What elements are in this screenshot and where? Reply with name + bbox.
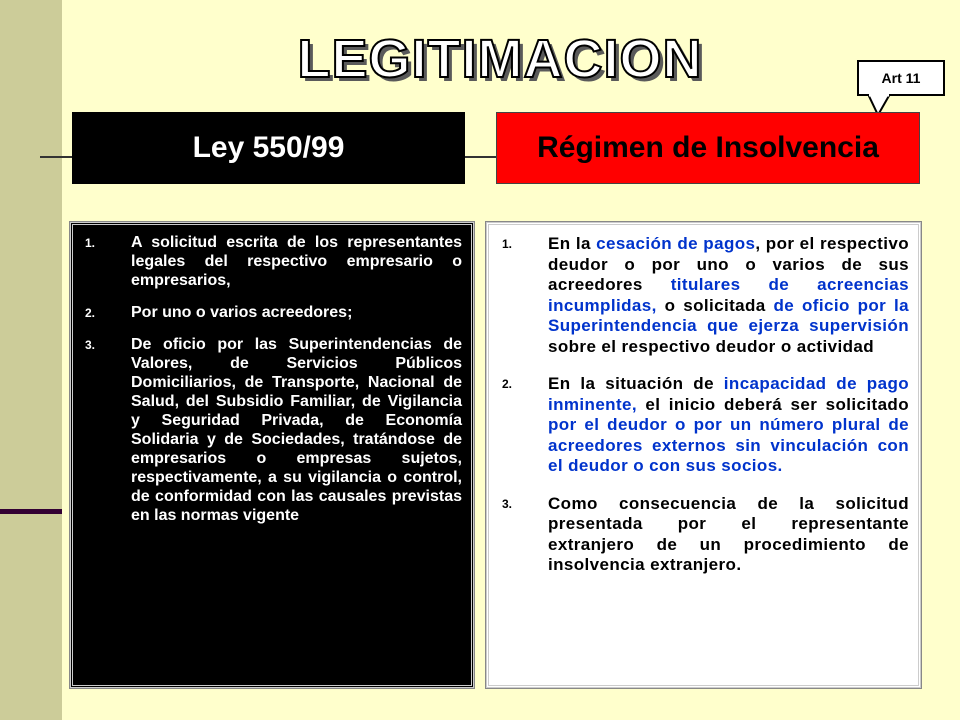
item-text: De oficio por las Superintendencias de Valores, de Servicios Públicos Domiciliarios, de Transporte, Nacional de Salud, del Subsidio Familiar, de Vigilancia y Seguridad Privada, de Economía Solidaria y de Sociedades, tratándose de empresarios o empresas sujetos, respectivamente, a su vigilancia o control, de conformidad con las causales previstas en las normas vigente <box>131 336 462 524</box>
band-divider-rule <box>0 509 62 514</box>
item-text: A solicitud escrita de los representantes legales del respectivo empresario o empresarios, <box>131 234 462 289</box>
item-text <box>548 234 909 357</box>
ley-list <box>73 225 471 525</box>
list-item <box>502 494 909 576</box>
slide-title: LEGITIMACION <box>297 29 703 89</box>
item-number: 1. <box>85 236 96 250</box>
list-item <box>502 374 909 477</box>
highlighted-term: cesación de pagos <box>596 234 756 253</box>
left-decorative-band <box>0 0 62 720</box>
highlighted-term: por el deudor o por un número plural de acreedores externos sin vinculación con el deudor o con sus socios. <box>548 415 909 475</box>
highlighted-term: incapacidad de pago inminente, <box>548 374 910 414</box>
article-callout <box>857 60 945 96</box>
item-text: Por uno o varios acreedores; <box>131 304 353 321</box>
text-run: el inicio deberá ser solicitado <box>637 394 909 414</box>
item-text: Como consecuencia de la solicitud presentada por el representante extranjero de un procedimiento de insolvencia extranjero. <box>548 493 909 574</box>
item-number: 2. <box>502 377 513 391</box>
item-number: 3. <box>85 338 96 352</box>
text-run: En la <box>548 234 597 253</box>
regimen-list <box>489 225 918 576</box>
list-item <box>85 303 462 322</box>
ley-header <box>72 112 465 184</box>
regimen-header-label: Régimen de Insolvencia <box>537 131 879 164</box>
ley-panel <box>70 222 474 688</box>
text-run: , por el respectivo deudor o por uno o varios de sus acreedores <box>548 234 909 294</box>
highlighted-term: de oficio por la Superintendencia que ejerza supervisión <box>548 295 909 335</box>
regimen-panel <box>486 222 921 688</box>
left-connector-line <box>40 156 74 158</box>
item-number: 1. <box>502 237 513 251</box>
list-item <box>85 233 462 290</box>
item-number: 3. <box>502 496 513 511</box>
item-number: 2. <box>85 306 96 320</box>
text-run: o solicitada <box>656 295 774 315</box>
item-text <box>548 374 909 477</box>
list-item <box>502 234 909 357</box>
ley-header-label: Ley 550/99 <box>192 131 345 164</box>
regimen-header <box>496 112 920 184</box>
middle-connector-line <box>465 156 498 158</box>
text-run: En la situación de <box>548 374 724 393</box>
callout-label: Art 11 <box>881 70 921 86</box>
text-run: sobre el respectivo deudor o actividad <box>548 336 875 356</box>
list-item <box>85 335 462 525</box>
highlighted-term: titulares de acreencias incumplidas, <box>548 275 909 315</box>
